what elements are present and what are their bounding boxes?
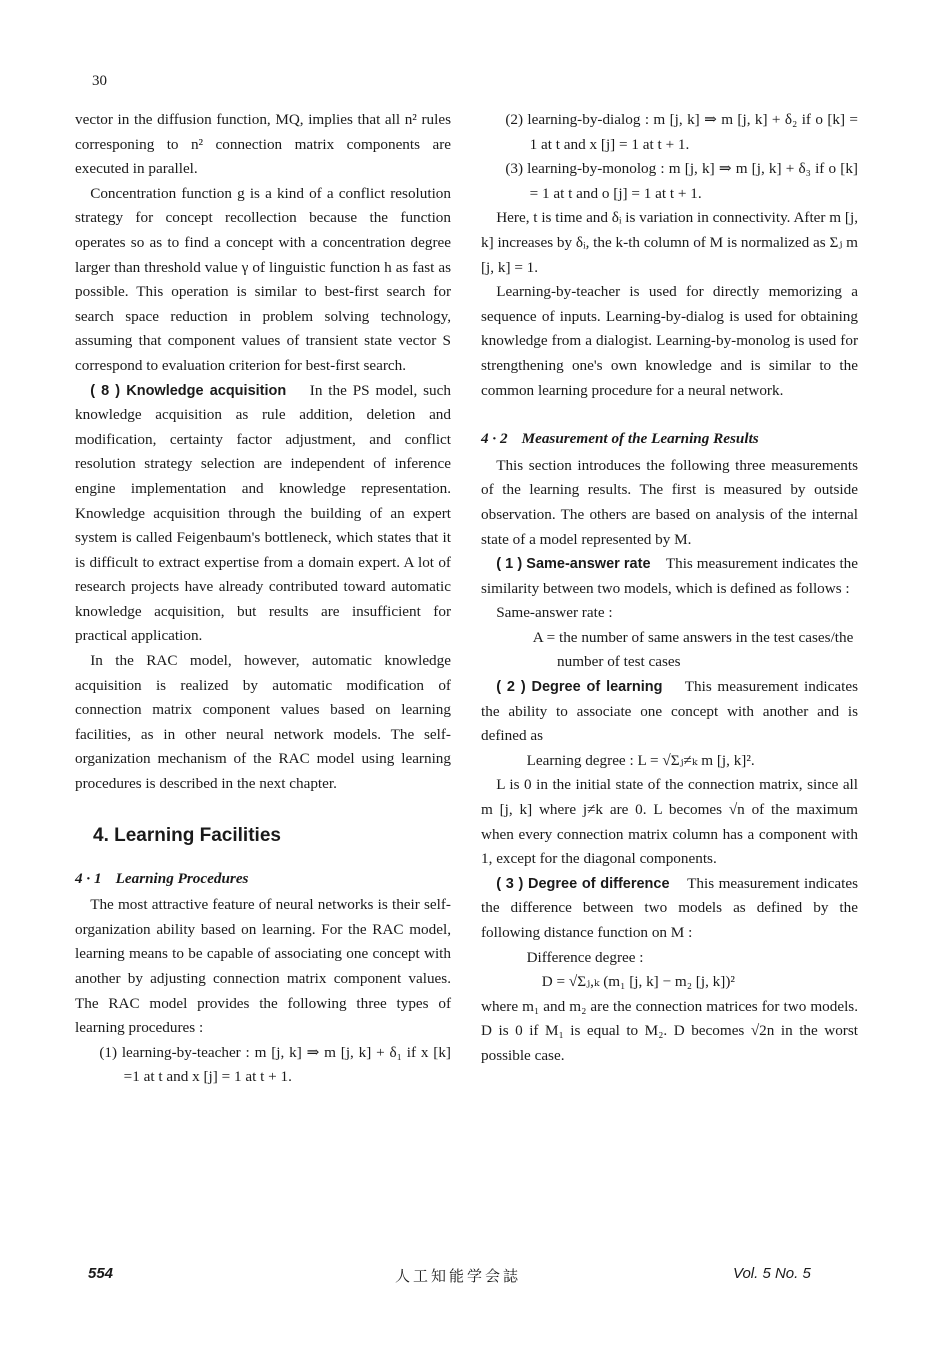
paragraph: where m₁ and m₂ are the connection matrices for two models. D is 0 if M₁ is equal to M₂. D becomes √2n in the worst possible case.	[481, 997, 858, 1064]
item-label: ( 3 ) Degree of difference	[496, 875, 670, 892]
formula: D = √Σⱼ,ₖ (m₁ [j, k] − m₂ [j, k])²	[541, 973, 735, 991]
footer-volume: Vol. 5 No. 5	[733, 1265, 811, 1282]
paragraph: The most attractive feature of neural networks is their self-organization ability based on learning. For the RAC model, learning means to be capable of associating one concept with another by adjusting connection matrix component values. The RAC model provides the following three types of learning procedures :	[75, 896, 451, 1037]
formula-label: Difference degree :	[526, 948, 644, 966]
measurement-degree-learning	[481, 675, 858, 749]
formula: A = the number of same answers in the test cases/the number of test cases	[532, 628, 854, 671]
item-label: ( 8 ) Knowledge acquisition	[90, 382, 287, 399]
section-heading: 4. Learning Facilities	[93, 824, 281, 846]
paragraph: vector in the diffusion function, MQ, implies that all n² rules corresponing to n² connection matrix components are executed in parallel.	[75, 111, 451, 178]
formula-label: Same-answer rate :	[496, 604, 613, 622]
subsection-title: Measurement of the Learning Results	[521, 430, 759, 448]
paragraph-text: This measurement indicates the ability to associate one concept with another and is defined as	[481, 678, 858, 745]
formula: Learning degree : L = √Σⱼ≠ₖ m [j, k]².	[526, 751, 755, 769]
paragraph: Here, t is time and δᵢ is variation in connectivity. After m [j, k] increases by δᵢ, the k-th column of M is normalized as Σⱼ m [j, k] = 1.	[481, 209, 858, 276]
item-label: ( 2 ) Degree of learning	[496, 679, 663, 696]
paragraph-text: This measurement indicates the similarity between two models, which is defined as follows :	[481, 555, 859, 597]
paragraph: L is 0 in the initial state of the connection matrix, since all m [j, k] where j≠k are 0. L becomes √n of the maximum when every connection matrix column has a component with 1, except for the diagonal components.	[481, 776, 858, 868]
paragraph-knowledge-acquisition	[75, 379, 451, 650]
right-column	[481, 108, 858, 1069]
paragraph-text: This measurement indicates the difference between two models as defined by the following distance function on M :	[481, 874, 858, 941]
subsection-heading	[75, 867, 451, 892]
paragraph: Learning-by-teacher is used for directly memorizing a sequence of inputs. Learning-by-dialog is used for obtaining knowledge from a dialogist. Learning-by-monolog is used for strengthening one's own knowledge and is similar to the common learning procedure for a neural network.	[481, 283, 858, 399]
paragraph: This section introduces the following three measurements of the learning results. The first is measured by outside observation. The others are based on analysis of the internal state of a model represented by M.	[481, 456, 858, 548]
paragraph: Concentration function g is a kind of a conflict resolution strategy for concept recollection because the function operates so as to find a concept with a concentration degree larger than threshold value γ of linguistic function h as fast as possible. This operation is similar to best-first search for search space reduction in problem solving technology, assuming that component values of transient state vector S correspond to evaluation criterion for best-first search.	[75, 184, 451, 374]
list-item: (3) learning-by-monolog : m [j, k] ⇒ m [j, k] + δ₃ if o [k] = 1 at t and o [j] = 1 at t + 1.	[505, 160, 858, 202]
measurement-degree-difference	[481, 872, 858, 946]
paragraph-text: In the PS model, such knowledge acquisition as rule addition, deletion and modification, certainty factor adjustment, and conflict resolution strategy selection are independent of inference engine implementation and knowledge representation. Knowledge acquisition through the building of an expert system is called Feigenbaum's bottleneck, which states that it is difficult to extract expertise from a domain expert. A lot of research projects have already contributed toward automatic knowledge acquisition, but results are insufficient for practical application.	[75, 381, 451, 645]
list-item: (1) learning-by-teacher : m [j, k] ⇒ m [j, k] + δ₁ if x [k] =1 at t and x [j] = 1 at t + 1.	[99, 1043, 451, 1086]
footer-journal-title: 人工知能学会誌	[395, 1269, 522, 1285]
footer-page-number: 554	[88, 1265, 114, 1282]
subsection-number: 4 · 2	[481, 430, 508, 448]
item-label: ( 1 ) Same-answer rate	[496, 556, 651, 573]
paragraph: In the RAC model, however, automatic knowledge acquisition is realized by automatic modification of connection matrix component values based on learning facilities, as in other neural network models. The self-organization mechanism of the RAC model using learning procedures is described in the next chapter.	[75, 652, 451, 793]
subsection-heading	[481, 427, 858, 452]
left-column	[75, 108, 451, 1090]
subsection-title: Learning Procedures	[115, 869, 249, 887]
subsection-number: 4 · 1	[75, 869, 102, 887]
measurement-same-answer	[481, 552, 858, 601]
list-item: (2) learning-by-dialog : m [j, k] ⇒ m [j, k] + δ₂ if o [k] = 1 at t and x [j] = 1 at t + 1.	[505, 111, 858, 153]
page-number: 30	[92, 73, 107, 89]
